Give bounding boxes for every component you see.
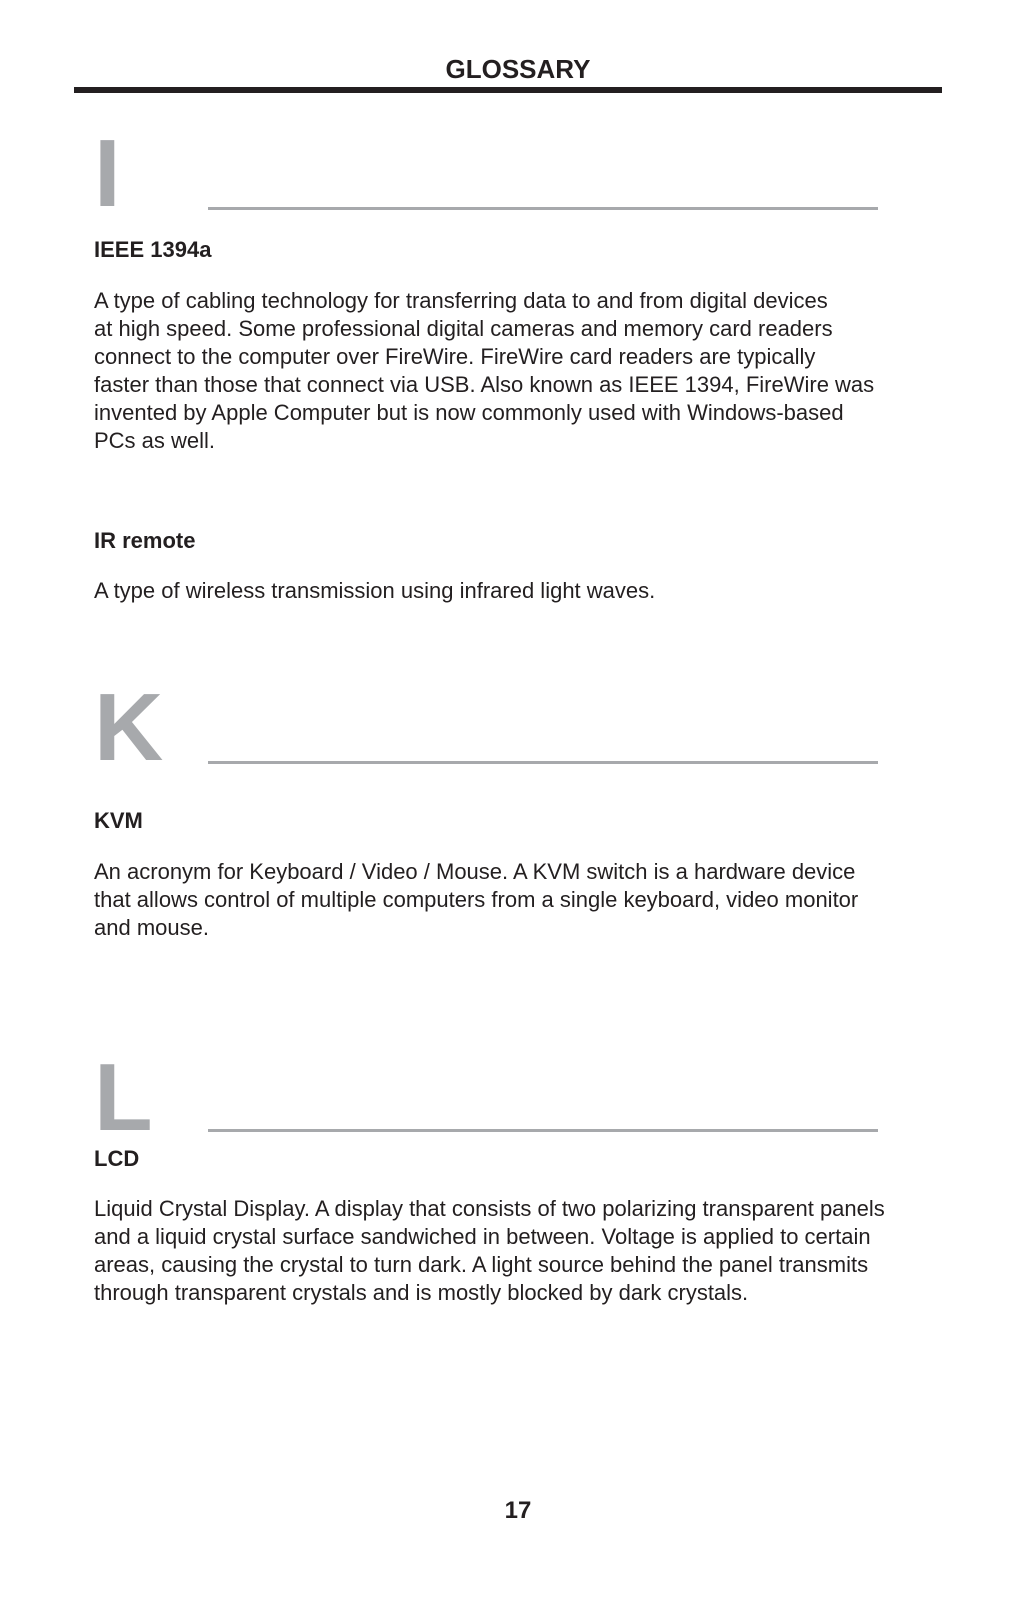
glossary-definition-kvm	[94, 858, 974, 942]
definition-line: areas, causing the crystal to turn dark. A light source behind the panel transmits	[94, 1252, 869, 1277]
glossary-definition-lcd	[94, 1195, 974, 1307]
section-divider-l	[208, 1129, 878, 1132]
definition-line: through transparent crystals and is mostly blocked by dark crystals.	[94, 1280, 749, 1305]
page-title: GLOSSARY	[445, 54, 591, 84]
definition-line: A type of cabling technology for transferring data to and from digital devices	[94, 288, 828, 313]
header-divider	[74, 87, 942, 93]
section-divider-i	[208, 207, 878, 210]
section-divider-k	[208, 761, 878, 764]
page-number: 17	[504, 1497, 532, 1524]
definition-line: and mouse.	[94, 915, 209, 940]
definition-line: PCs as well.	[94, 428, 216, 453]
definition-line: A type of wireless transmission using infrared light waves.	[94, 578, 656, 603]
definition-line: and a liquid crystal surface sandwiched in between. Voltage is applied to certain	[94, 1224, 871, 1249]
definition-line: Liquid Crystal Display. A display that consists of two polarizing transparent panels	[94, 1196, 885, 1221]
section-letter-l: L	[94, 1044, 153, 1151]
glossary-term-kvm: KVM	[94, 808, 143, 833]
definition-line: invented by Apple Computer but is now commonly used with Windows-based	[94, 400, 844, 425]
glossary-definition-ieee-1394a	[94, 287, 974, 455]
section-letter-k: K	[94, 674, 164, 781]
definition-line: that allows control of multiple computers from a single keyboard, video monitor	[94, 887, 859, 912]
glossary-term-lcd: LCD	[94, 1146, 140, 1171]
definition-line: connect to the computer over FireWire. FireWire card readers are typically	[94, 344, 816, 369]
definition-line: at high speed. Some professional digital cameras and memory card readers	[94, 316, 833, 341]
glossary-definition-ir-remote	[94, 577, 974, 605]
definition-line: faster than those that connect via USB. Also known as IEEE 1394, FireWire was	[94, 372, 875, 397]
definition-line: An acronym for Keyboard / Video / Mouse. A KVM switch is a hardware device	[94, 859, 856, 884]
glossary-term-ieee-1394a: IEEE 1394a	[94, 237, 212, 262]
glossary-term-ir-remote: IR remote	[94, 528, 196, 553]
section-letter-i: I	[94, 120, 121, 227]
